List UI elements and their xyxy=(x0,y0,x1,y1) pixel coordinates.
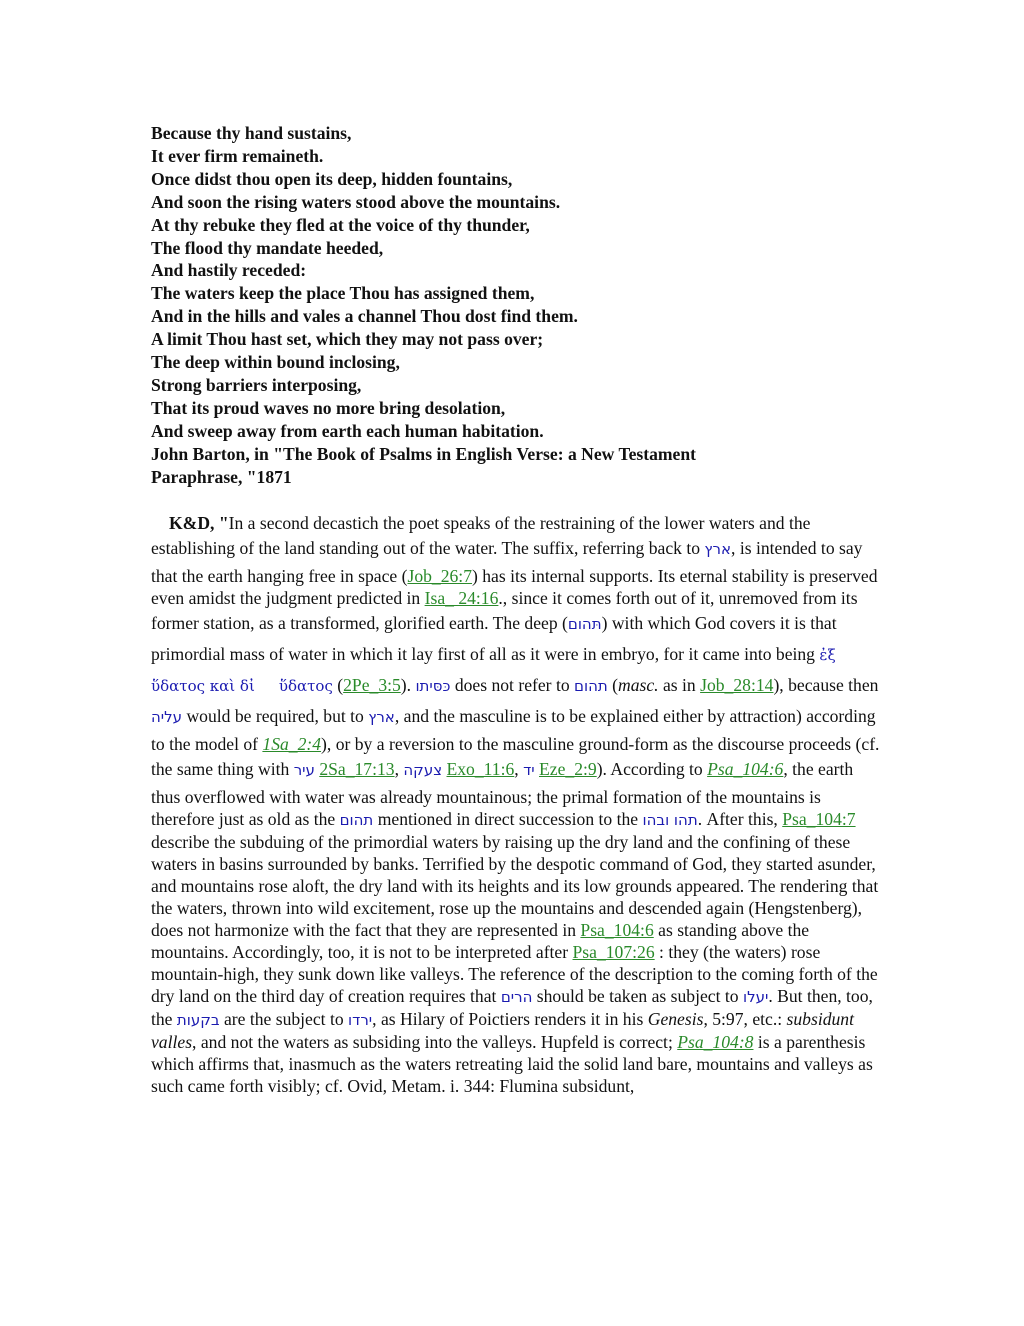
scripture-link[interactable]: Psa_104:6 xyxy=(580,919,654,940)
poem-line: At thy rebuke they fled at the voice of thy thunder, xyxy=(151,214,530,235)
hebrew-word: תהו ובהו xyxy=(642,810,698,829)
hebrew-word: הרים xyxy=(500,987,533,1006)
scripture-link[interactable]: Job_26:7 xyxy=(407,565,472,586)
poem-attribution: John Barton, in "The Book of Psalms in English Verse: a New Testament Paraphrase, "1871 xyxy=(151,443,696,487)
hebrew-word: תהום xyxy=(574,676,608,695)
poem-line: It ever firm remaineth. xyxy=(151,145,324,166)
hebrew-word: ארץ xyxy=(704,539,732,558)
hebrew-word: יד xyxy=(523,760,535,779)
poem-block xyxy=(151,122,881,489)
poem-line: Once didst thou open its deep, hidden fountains, xyxy=(151,168,513,189)
hebrew-word: צעקה xyxy=(403,760,443,779)
hebrew-word: תּהום xyxy=(567,614,602,633)
scripture-link[interactable]: Psa_104:7 xyxy=(782,808,856,829)
hebrew-word: יעלו xyxy=(742,987,769,1006)
poem-line: Strong barriers interposing, xyxy=(151,374,362,395)
scripture-link[interactable]: Exo_11:6 xyxy=(446,758,515,779)
hebrew-word: עיר xyxy=(293,760,315,779)
commentary-paragraph: K&D, "In a second decastich the poet speaks of the restraining of the lower waters and the establishing of the land standing out of the water. The suffix, referring back to ארץ, is intended to say that the earth hanging free in space (Job_26:7) has its internal supports. Its eternal stability is preserved even amidst the judgment predicted in Isa_ 24:16., since it comes forth out of it, unremoved from its former station, as a transformed, glorified earth. The deep (תּהום) with which God covers it is that primordial mass of water in which it lay first of all as it were in embryo, for it came into being ἐξ ὕδατος καὶ δἰ ὕδατος (2Pe_3:5). כּסּיתו does not refer to תהום (masc. as in Job_28:14), because then עליה would be required, but to ארץ, and the masculine is to be explained either by attraction) according to the model of 1Sa_2:4), or by a reversion to the masculine ground-form as the discourse proceeds (cf. the same thing with עיר 2Sa_17:13, צעקה Exo_11:6, יד Eze_2:9). According to Psa_104:6, the earth thus overflowed with water was already mountainous; the primal formation of the mountains is therefore just as old as the תהום mentioned in direct succession to the תהו ובהו. After this, Psa_104:7 describe the subduing of the primordial waters by raising up the dry land and the confining of these waters in basins surrounded by banks. Terrified by the despotic command of God, they started asunder, and mountains rose aloft, the dry land with its heights and its low grounds appeared. The rendering that the waters, thrown into wild excitement, rose up the mountains and descended again (Hengstenberg), does not harmonize with the fact that they are represented in Psa_104:6 as standing above the mountains. Accordingly, too, it is not to be interpreted after Psa_107:26 : they (the waters) rose mountain-high, they sunk down like valleys. The reference of the description to the coming forth of the dry land on the third day of creation requires that הרים should be taken as subject to יעלו. But then, too, the בקעות are the subject to ירדו, as Hilary of Poictiers renders it in his Genesis, 5:97, etc.: subsidunt valles, and not the waters as subsiding into the valleys. Hupfeld is correct; Psa_104:8 is a parenthesis which affirms that, inasmuch as the waters retreating laid the solid land bare, mountains and valleys as such came forth visibly; cf. Ovid, Metam. i. 344: Flumina subsidunt, xyxy=(151,512,880,1096)
scripture-link[interactable]: 2Pe_3:5 xyxy=(343,674,401,695)
hebrew-word: תהום xyxy=(339,810,374,829)
scripture-link[interactable]: 1Sa_2:4 xyxy=(262,733,322,754)
greek-word: ὕδατος καὶ δἰ xyxy=(151,676,255,695)
poem-line: And in the hills and vales a channel Thou dost find them. xyxy=(151,306,578,327)
scripture-link[interactable]: Eze_2:9 xyxy=(539,758,597,779)
scripture-link[interactable]: Psa_104:6 xyxy=(707,758,784,779)
poem-line: The waters keep the place Thou has assigned them, xyxy=(151,283,535,304)
hebrew-word: עליה xyxy=(151,707,183,726)
hebrew-word: כּסּיתו xyxy=(415,676,451,695)
poem-line: Because thy hand sustains, xyxy=(151,123,352,143)
hebrew-word: בקעות xyxy=(176,1010,220,1029)
poem-line: A limit Thou hast set, which they may not pass over; xyxy=(151,329,544,350)
poem-line: And soon the rising waters stood above the mountains. xyxy=(151,191,561,212)
document-page xyxy=(151,122,881,1097)
scripture-link[interactable]: 2Sa_17:13 xyxy=(319,758,395,779)
greek-word: ἐξ xyxy=(819,645,836,664)
poem-line: And sweep away from earth each human habitation. xyxy=(151,420,544,441)
poem-line: And hastily receded: xyxy=(151,260,307,281)
scripture-link[interactable]: Psa_104:8 xyxy=(677,1031,754,1052)
scripture-link[interactable]: Psa_107:26 xyxy=(572,941,655,962)
hebrew-word: ירדו xyxy=(348,1010,373,1029)
scripture-link[interactable]: Isa_ 24:16 xyxy=(424,587,499,608)
poem-line: The deep within bound inclosing, xyxy=(151,352,400,373)
poem-line: That its proud waves no more bring desolation, xyxy=(151,397,506,418)
scripture-link[interactable]: Job_28:14 xyxy=(700,674,774,695)
hebrew-word: ארץ xyxy=(368,707,395,726)
poem-line: The flood thy mandate heeded, xyxy=(151,237,384,258)
greek-word: ὕδατος xyxy=(278,676,333,695)
commentary-source-label: K&D, " xyxy=(169,512,229,533)
